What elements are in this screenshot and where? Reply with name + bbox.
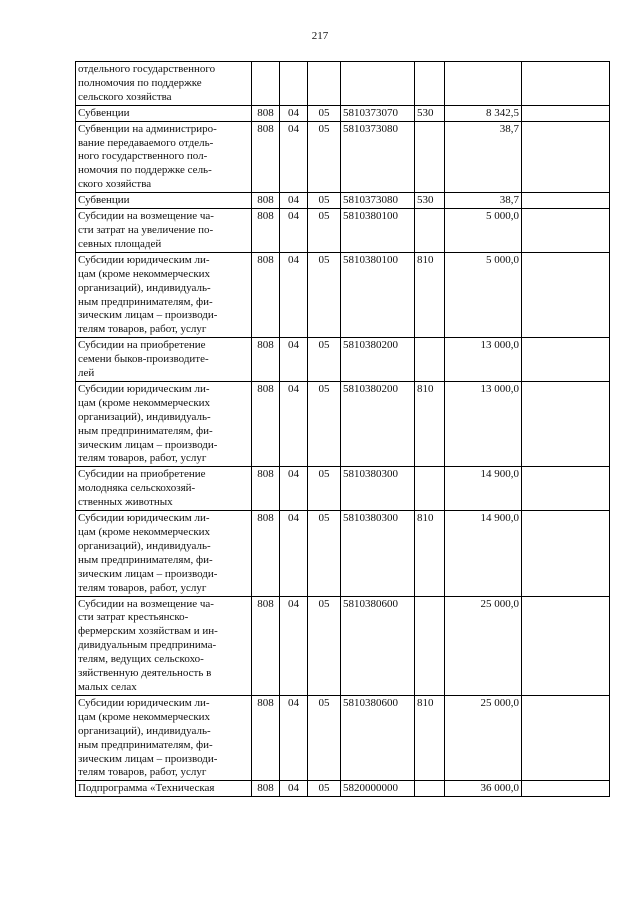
item-name-cell (76, 781, 252, 797)
expense-type-code-cell (415, 467, 445, 511)
item-name-line: отдельного государственного (78, 63, 216, 75)
table-row (76, 252, 610, 337)
item-name-line: ского хозяйства (78, 178, 152, 191)
item-name-line: ным предпринимателям, фи- (78, 738, 213, 751)
table-row (76, 781, 610, 797)
item-name-cell (76, 695, 252, 780)
expense-type-code-cell (415, 596, 445, 695)
item-name-line: ным предпринимателям, фи- (78, 295, 213, 308)
item-name-line: ственных животных (78, 496, 173, 509)
extra-cell (522, 209, 610, 253)
item-name-line: организаций), индивидуаль- (78, 539, 211, 552)
amount-cell: 8 342,5 (445, 105, 522, 121)
table-row (76, 695, 610, 780)
item-name-cell (76, 252, 252, 337)
table-row (76, 338, 610, 382)
target-article-code-cell: 5810380100 (341, 209, 415, 253)
ministry-code-cell (252, 62, 280, 106)
ministry-code-cell: 808 (252, 381, 280, 466)
table-body (76, 62, 610, 797)
extra-cell (522, 252, 610, 337)
item-name-line: Субсидии на приобретение (78, 339, 206, 352)
table-row (76, 193, 610, 209)
item-name-line: телям товаров, работ, услуг (78, 323, 207, 336)
section-code-cell: 04 (280, 252, 308, 337)
ministry-code-cell: 808 (252, 209, 280, 253)
subsection-code-cell: 05 (308, 511, 341, 596)
extra-cell (522, 121, 610, 193)
budget-table (75, 61, 610, 797)
amount-cell: 25 000,0 (445, 695, 522, 780)
subsection-code-cell: 05 (308, 467, 341, 511)
target-article-code-cell: 5810380600 (341, 695, 415, 780)
amount-cell (445, 62, 522, 106)
target-article-code-cell: 5810380200 (341, 381, 415, 466)
item-name-line: зическим лицам – производи- (78, 567, 218, 580)
item-name-line: Субвенции (78, 194, 130, 207)
ministry-code-cell: 808 (252, 252, 280, 337)
extra-cell (522, 467, 610, 511)
ministry-code-cell: 808 (252, 596, 280, 695)
table-row (76, 62, 610, 106)
target-article-code-cell: 5810373080 (341, 121, 415, 193)
section-code-cell: 04 (280, 338, 308, 382)
section-code-cell: 04 (280, 467, 308, 511)
extra-cell (522, 381, 610, 466)
item-name-line: зическим лицам – производи- (78, 309, 218, 322)
amount-cell: 14 900,0 (445, 511, 522, 596)
amount-cell: 25 000,0 (445, 596, 522, 695)
table-row (76, 105, 610, 121)
item-name-cell (76, 121, 252, 193)
section-code-cell: 04 (280, 695, 308, 780)
expense-type-code-cell: 810 (415, 381, 445, 466)
extra-cell (522, 193, 610, 209)
item-name-line: вание передаваемого отдель- (78, 136, 214, 149)
section-code-cell: 04 (280, 121, 308, 193)
section-code-cell: 04 (280, 511, 308, 596)
subsection-code-cell: 05 (308, 105, 341, 121)
amount-cell: 14 900,0 (445, 467, 522, 511)
item-name-cell (76, 381, 252, 466)
target-article-code-cell (341, 62, 415, 106)
section-code-cell: 04 (280, 781, 308, 797)
expense-type-code-cell (415, 209, 445, 253)
item-name-line: молодняка сельскохозяй- (78, 482, 196, 495)
extra-cell (522, 62, 610, 106)
extra-cell (522, 105, 610, 121)
item-name-line: Субсидии на возмещение ча- (78, 210, 214, 223)
item-name-line: полномочия по поддержке (78, 76, 202, 89)
expense-type-code-cell (415, 121, 445, 193)
item-name-line: лей (78, 367, 95, 380)
item-name-line: организаций), индивидуаль- (78, 410, 211, 423)
target-article-code-cell: 5810380300 (341, 467, 415, 511)
amount-cell: 36 000,0 (445, 781, 522, 797)
item-name-line: телям, ведущих сельскохо- (78, 653, 204, 666)
amount-cell: 13 000,0 (445, 381, 522, 466)
item-name-line: цам (кроме некоммерческих (78, 396, 211, 409)
table-row (76, 209, 610, 253)
item-name-line: телям товаров, работ, услуг (78, 452, 207, 465)
table-row (76, 467, 610, 511)
item-name-line: дивидуальным предпринима- (78, 639, 217, 652)
item-name-line: семени быков-производите- (78, 353, 209, 366)
target-article-code-cell: 5810380200 (341, 338, 415, 382)
ministry-code-cell: 808 (252, 511, 280, 596)
item-name-cell (76, 596, 252, 695)
expense-type-code-cell (415, 781, 445, 797)
item-name-line: малых селах (78, 680, 137, 693)
target-article-code-cell: 5820000000 (341, 781, 415, 797)
amount-cell: 38,7 (445, 193, 522, 209)
subsection-code-cell: 05 (308, 209, 341, 253)
item-name-line: телям товаров, работ, услуг (78, 581, 207, 594)
subsection-code-cell: 05 (308, 193, 341, 209)
item-name-line: Субвенции (78, 106, 130, 119)
item-name-line: зическим лицам – производи- (78, 438, 218, 451)
section-code-cell: 04 (280, 105, 308, 121)
ministry-code-cell: 808 (252, 781, 280, 797)
target-article-code-cell: 5810373070 (341, 105, 415, 121)
page-number: 217 (311, 30, 329, 42)
item-name-cell (76, 209, 252, 253)
table-row (76, 121, 610, 193)
item-name-line: зическим лицам – производи- (78, 752, 218, 765)
subsection-code-cell: 05 (308, 381, 341, 466)
item-name-cell (76, 193, 252, 209)
amount-cell: 13 000,0 (445, 338, 522, 382)
item-name-cell (76, 467, 252, 511)
item-name-line: сти затрат на увеличение по- (78, 223, 214, 236)
section-code-cell (280, 62, 308, 106)
item-name-line: ного государственного пол- (78, 150, 208, 163)
item-name-line: Субвенции на администриро- (78, 122, 217, 135)
ministry-code-cell: 808 (252, 105, 280, 121)
item-name-line: организаций), индивидуаль- (78, 724, 211, 737)
item-name-line: Субсидии на возмещение ча- (78, 597, 214, 610)
item-name-line: сельского хозяйства (78, 90, 172, 103)
ministry-code-cell: 808 (252, 467, 280, 511)
target-article-code-cell: 5810380300 (341, 511, 415, 596)
ministry-code-cell: 808 (252, 338, 280, 382)
ministry-code-cell: 808 (252, 193, 280, 209)
section-code-cell: 04 (280, 381, 308, 466)
item-name-line: Субсидии юридическим ли- (78, 382, 210, 395)
subsection-code-cell: 05 (308, 252, 341, 337)
expense-type-code-cell (415, 62, 445, 106)
ministry-code-cell: 808 (252, 695, 280, 780)
subsection-code-cell: 05 (308, 338, 341, 382)
extra-cell (522, 781, 610, 797)
extra-cell (522, 596, 610, 695)
table-row (76, 381, 610, 466)
item-name-cell (76, 105, 252, 121)
amount-cell: 5 000,0 (445, 209, 522, 253)
item-name-line: фермерским хозяйствам и ин- (78, 625, 218, 638)
subsection-code-cell: 05 (308, 596, 341, 695)
item-name-line: цам (кроме некоммерческих (78, 267, 211, 280)
extra-cell (522, 695, 610, 780)
item-name-line: Субсидии на приобретение (78, 468, 206, 481)
item-name-line: цам (кроме некоммерческих (78, 710, 211, 723)
expense-type-code-cell: 810 (415, 252, 445, 337)
item-name-line: сти затрат крестьянско- (78, 611, 189, 624)
expense-type-code-cell (415, 338, 445, 382)
amount-cell: 38,7 (445, 121, 522, 193)
target-article-code-cell: 5810380100 (341, 252, 415, 337)
item-name-line: ным предпринимателям, фи- (78, 553, 213, 566)
item-name-cell (76, 62, 252, 106)
item-name-line: Субсидии юридическим ли- (78, 512, 210, 525)
table-row (76, 596, 610, 695)
subsection-code-cell: 05 (308, 695, 341, 780)
target-article-code-cell: 5810373080 (341, 193, 415, 209)
item-name-cell (76, 511, 252, 596)
table-row (76, 511, 610, 596)
extra-cell (522, 338, 610, 382)
section-code-cell: 04 (280, 193, 308, 209)
section-code-cell: 04 (280, 209, 308, 253)
extra-cell (522, 511, 610, 596)
section-code-cell: 04 (280, 596, 308, 695)
expense-type-code-cell: 530 (415, 193, 445, 209)
subsection-code-cell (308, 62, 341, 106)
item-name-line: зяйственную деятельность в (78, 667, 212, 680)
item-name-line: номочия по поддержке сель- (78, 164, 212, 177)
item-name-line: севных площадей (78, 237, 162, 250)
amount-cell: 5 000,0 (445, 252, 522, 337)
item-name-line: организаций), индивидуаль- (78, 281, 211, 294)
item-name-line: Субсидии юридическим ли- (78, 696, 210, 709)
expense-type-code-cell: 810 (415, 695, 445, 780)
item-name-cell (76, 338, 252, 382)
item-name-line: Подпрограмма «Техническая (78, 782, 215, 795)
subsection-code-cell: 05 (308, 781, 341, 797)
item-name-line: телям товаров, работ, услуг (78, 766, 207, 779)
item-name-line: цам (кроме некоммерческих (78, 526, 211, 538)
ministry-code-cell: 808 (252, 121, 280, 193)
expense-type-code-cell: 530 (415, 105, 445, 121)
item-name-line: ным предпринимателям, фи- (78, 424, 213, 437)
target-article-code-cell: 5810380600 (341, 596, 415, 695)
item-name-line: Субсидии юридическим ли- (78, 253, 210, 266)
subsection-code-cell: 05 (308, 121, 341, 193)
expense-type-code-cell: 810 (415, 511, 445, 596)
